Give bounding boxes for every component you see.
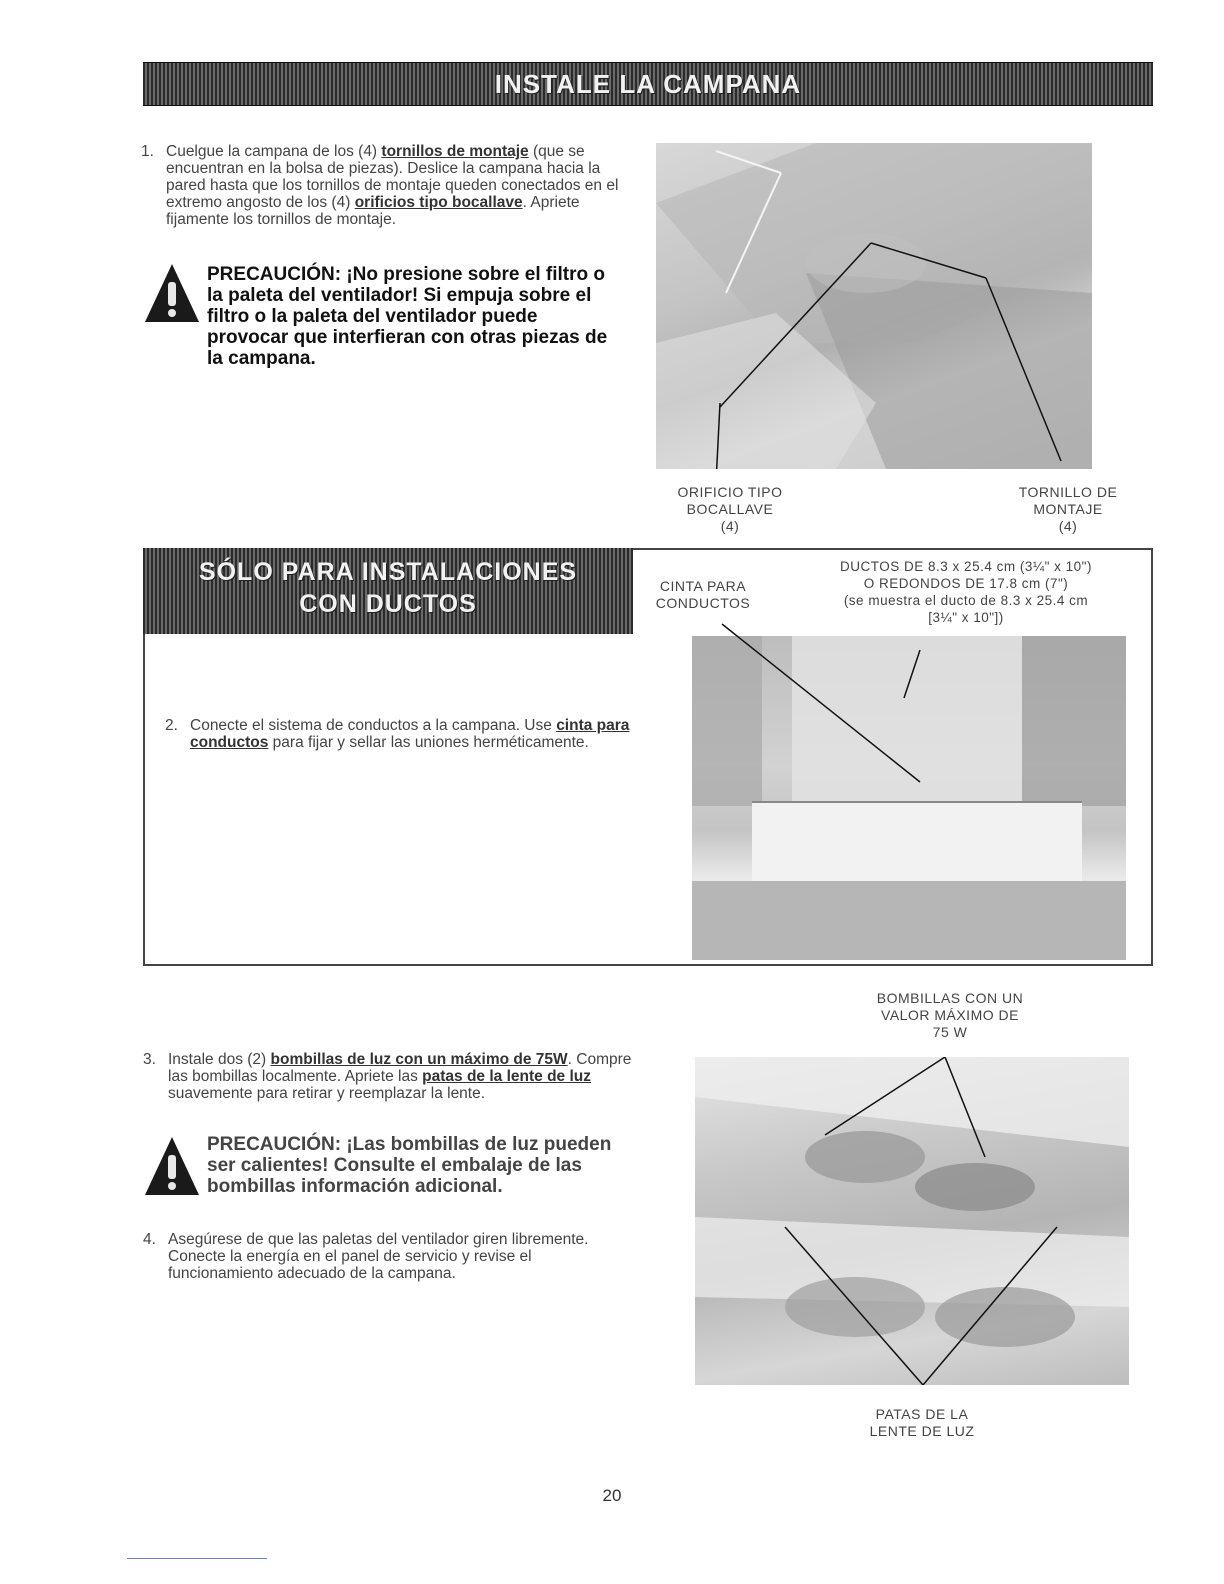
step-4	[143, 1231, 632, 1282]
step-text: Conecte el sistema de conductos a la campana. Use	[190, 717, 557, 734]
label-line: [3¼" x 10"])	[928, 610, 1004, 625]
step-text: Instale dos (2)	[168, 1051, 271, 1068]
warning-icon	[143, 1135, 201, 1197]
ducted-title-line: CON DUCTOS	[299, 590, 477, 618]
section-title: INSTALE LA CAMPANA	[494, 69, 802, 99]
step-keyword: bombillas de luz con un máximo de 75W	[270, 1051, 568, 1068]
step-3	[143, 1051, 632, 1102]
step-number: 2.	[165, 717, 178, 734]
keyhole-slots-label	[630, 484, 830, 535]
label-line: LENTE DE LUZ	[869, 1423, 975, 1439]
label-line: TORNILLO DE	[1018, 484, 1118, 500]
step-keyword: patas de la lente de luz	[422, 1068, 591, 1085]
caution-message	[207, 264, 637, 369]
caution-line: la paleta del ventilador! Si empuja sobre el	[207, 285, 592, 306]
caution-line: la campana.	[207, 348, 316, 369]
section-banner	[143, 62, 1153, 106]
caution-line: PRECAUCIÓN: ¡Las bombillas de luz pueden	[207, 1134, 612, 1155]
step-number: 1.	[141, 143, 154, 160]
lens-tabs-label	[822, 1406, 1022, 1440]
duct-size-label	[780, 558, 1152, 626]
step-text: suavemente para retirar y reemplazar la lente.	[168, 1085, 486, 1102]
caution-line: provocar que interfieran con otras piezas de	[207, 327, 608, 348]
label-line: (4)	[1058, 518, 1078, 534]
bulbs-label	[850, 990, 1050, 1041]
label-line: O REDONDOS DE 17.8 cm (7")	[863, 576, 1069, 591]
step-text: Cuelgue la campana de los (4)	[166, 143, 382, 160]
caution-line: bombillas información adicional.	[207, 1176, 503, 1197]
footer-rule	[127, 1558, 267, 1559]
caution-line: PRECAUCIÓN: ¡No presione sobre el filtro o	[207, 264, 605, 285]
label-line: (4)	[720, 518, 740, 534]
caution-line: filtro o la paleta del ventilador puede	[207, 306, 538, 327]
step-1	[141, 143, 630, 228]
step-2	[165, 717, 630, 751]
step-number: 3.	[143, 1051, 156, 1068]
step-text: . Apriete fijamente los tornillos de montaje.	[166, 194, 580, 228]
step-text: Asegúrese de que las paletas del ventilador giren libremente. Conecte la energía en el panel de servicio y revise el funcionamiento adecuado de la campana.	[168, 1231, 589, 1282]
step-keyword: cinta para conductos	[190, 717, 630, 751]
mounting-screws-label	[968, 484, 1168, 535]
warning-icon	[143, 262, 201, 324]
duct-tape-pointer	[700, 618, 940, 788]
step-keyword: tornillos de montaje	[381, 143, 529, 160]
label-line: MONTAJE	[1033, 501, 1103, 517]
light-bulbs-photo	[695, 1057, 1129, 1385]
label-line: BOCALLAVE	[686, 501, 774, 517]
step-number: 4.	[143, 1231, 156, 1248]
mounting-screws-photo	[656, 143, 1092, 469]
label-line: CONDUCTOS	[655, 595, 751, 611]
label-line: VALOR MÁXIMO DE	[881, 1007, 1019, 1023]
duct-tape-label	[638, 578, 768, 612]
step-text: para fijar y sellar las uniones herméticamente.	[268, 734, 589, 751]
label-line: ORIFICIO TIPO	[677, 484, 783, 500]
label-line: (se muestra el ducto de 8.3 x 25.4 cm	[843, 593, 1089, 608]
label-line: CINTA PARA	[659, 578, 747, 594]
caution-message	[207, 1134, 637, 1197]
page-number: 20	[602, 1486, 622, 1505]
label-line: DUCTOS DE 8.3 x 25.4 cm (3¼" x 10")	[840, 559, 1092, 574]
ducted-title-line: SÓLO PARA INSTALACIONES	[198, 558, 578, 586]
step-text: (que se encuentran en la bolsa de piezas). Deslice la campana hacia la pared hasta que los tornillos de montaje queden conectados en el extremo angosto de los (4)	[166, 143, 619, 211]
ducted-section-header	[143, 548, 633, 634]
label-line: BOMBILLAS CON UN	[876, 990, 1024, 1006]
caution-line: ser calientes! Consulte el embalaje de las	[207, 1155, 582, 1176]
label-line: 75 W	[932, 1024, 968, 1040]
step-keyword: orificios tipo bocallave	[354, 194, 523, 211]
label-line: PATAS DE LA	[875, 1406, 969, 1422]
step-text: . Compre las bombillas localmente. Apriete las	[168, 1051, 632, 1085]
